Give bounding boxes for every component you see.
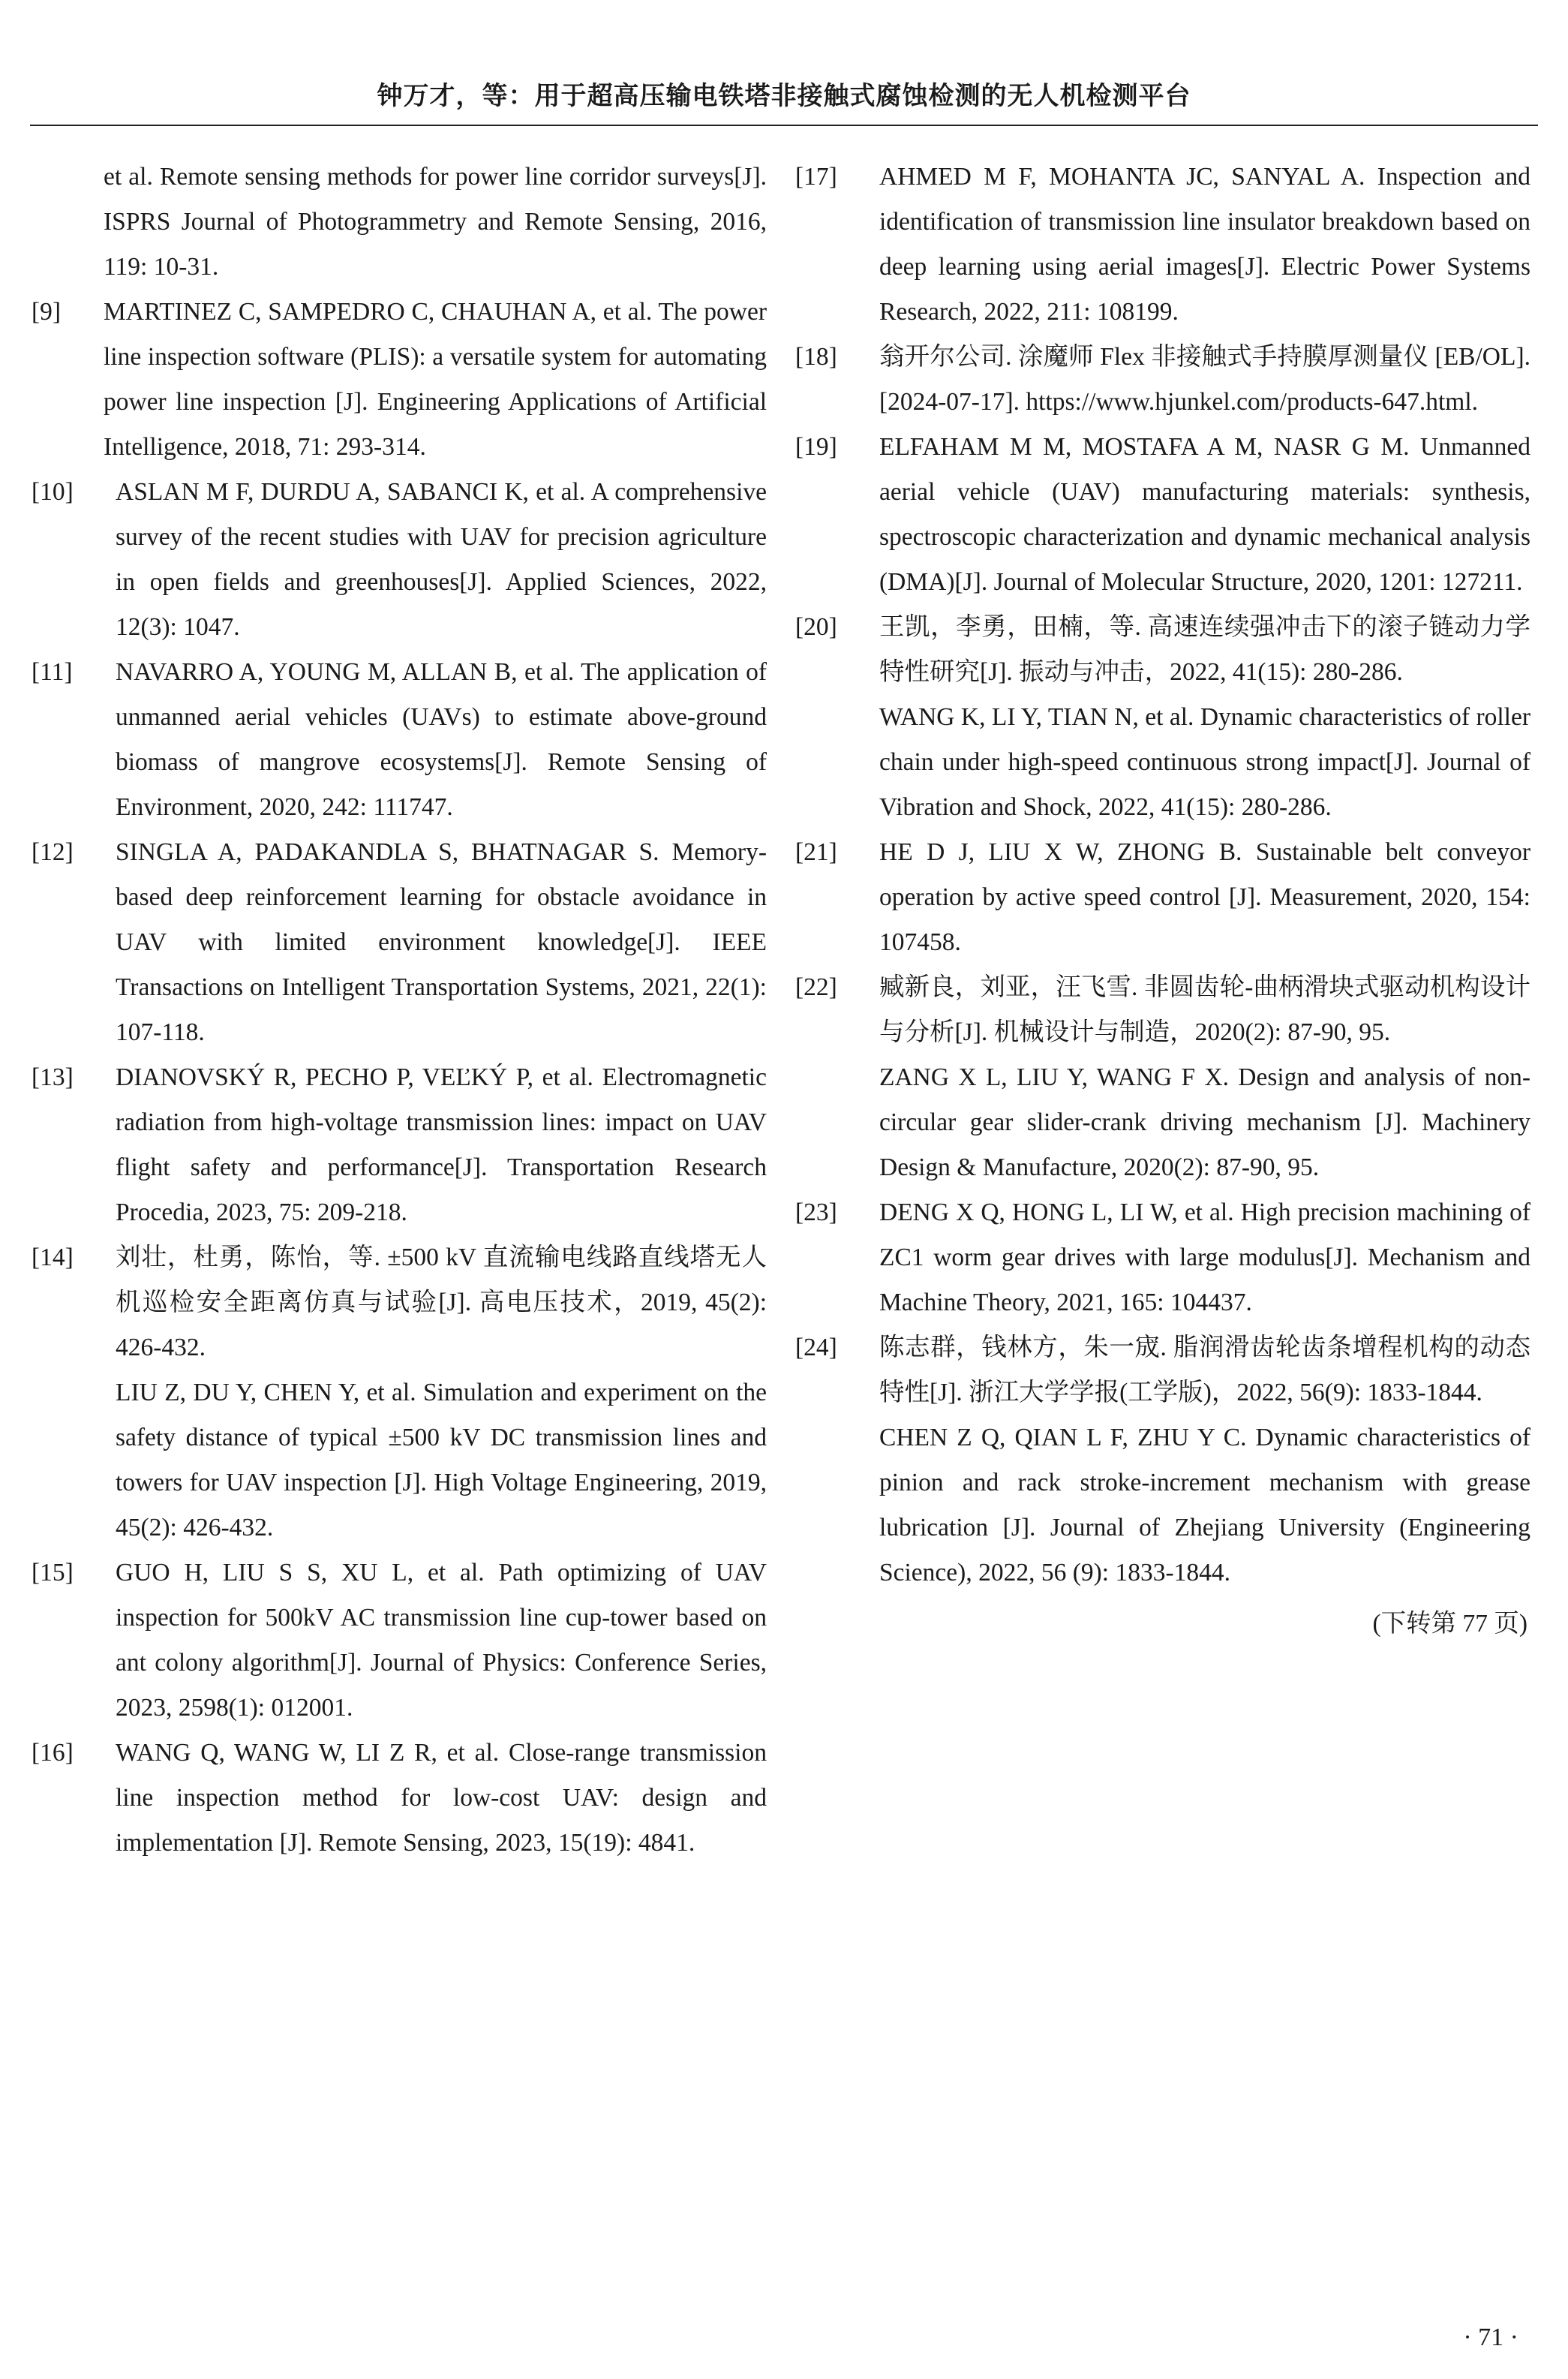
reference-9: [32, 290, 767, 470]
reference-text: AHMED M F, MOHANTA JC, SANYAL A. Inspection and identification of transmission line insulator breakdown based on deep learning using aerial images[J]. Electric Power Systems Research, 2022, 211: 108199.: [879, 163, 1530, 326]
reference-number: [13]: [32, 1063, 74, 1091]
reference-text: 陈志群，钱林方，朱一宬. 脂润滑齿轮齿条增程机构的动态特性[J]. 浙江大学学报(工学版)，2022, 56(9): 1833-1844.: [879, 1334, 1530, 1406]
reference-number: [22]: [795, 973, 837, 1001]
reference-number: [20]: [795, 613, 837, 641]
reference-number: [21]: [795, 838, 837, 866]
reference-text: MARTINEZ C, SAMPEDRO C, CHAUHAN A, et al. The power line inspection software (PLIS): a versatile system for automating power line inspection [J]. Engineering Applications of Artificial Intelligence, 2018, 71: 293-314.: [104, 298, 767, 461]
reference-text: NAVARRO A, YOUNG M, ALLAN B, et al. The application of unmanned aerial vehicles (UAVs) to estimate above-ground biomass of mangrove ecosystems[J]. Remote Sensing of Environment, 2020, 242: 111747.: [116, 658, 767, 821]
reference-13: [32, 1055, 767, 1235]
reference-14: [32, 1235, 767, 1550]
reference-16: [32, 1731, 767, 1866]
reference-21: [795, 830, 1530, 965]
reference-23: [795, 1190, 1530, 1325]
reference-number: [14]: [32, 1244, 74, 1271]
right-column: [795, 155, 1530, 1647]
reference-20: [795, 605, 1530, 830]
reference-text: 王凯，李勇，田楠，等. 高速连续强冲击下的滚子链动力学特性研究[J]. 振动与冲击，2022, 41(15): 280-286.: [879, 613, 1530, 686]
reference-text: 臧新良，刘亚，汪飞雪. 非圆齿轮-曲柄滑块式驱动机构设计与分析[J]. 机械设计与制造，2020(2): 87-90, 95.: [879, 973, 1530, 1046]
left-column: [32, 155, 767, 1866]
reference-text: HE D J, LIU X W, ZHONG B. Sustainable belt conveyor operation by active speed control [J]. Measurement, 2020, 154: 107458.: [879, 838, 1530, 956]
reference-10: [32, 470, 767, 650]
reference-number: [18]: [795, 343, 837, 371]
reference-number: [19]: [795, 433, 837, 461]
reference-text: WANG Q, WANG W, LI Z R, et al. Close-range transmission line inspection method for low-cost UAV: design and implementation [J]. Remote Sensing, 2023, 15(19): 4841.: [116, 1739, 767, 1857]
reference-number: [12]: [32, 838, 74, 866]
reference-22: [795, 965, 1530, 1190]
reference-translation: WANG K, LI Y, TIAN N, et al. Dynamic characteristics of roller chain under high-speed continuous strong impact[J]. Journal of Vibration and Shock, 2022, 41(15): 280-286.: [879, 703, 1530, 821]
reference-19: [795, 425, 1530, 605]
reference-text: DIANOVSKÝ R, PECHO P, VEĽKÝ P, et al. Electromagnetic radiation from high-voltage transmission lines: impact on UAV flight safety and performance[J]. Transportation Research Procedia, 2023, 75: 209-218.: [116, 1063, 767, 1226]
reference-number: [23]: [795, 1199, 837, 1226]
reference-number: [9]: [32, 298, 62, 326]
reference-18: [795, 335, 1530, 425]
reference-number: [15]: [32, 1559, 74, 1587]
reference-translation: ZANG X L, LIU Y, WANG F X. Design and analysis of non-circular gear slider-crank driving mechanism [J]. Machinery Design & Manufacture, 2020(2): 87-90, 95.: [879, 1063, 1530, 1181]
reference-text: 翁开尔公司. 涂魔师 Flex 非接触式手持膜厚测量仪 [EB/OL]. [2024-07-17]. https://www.hjunkel.com/products-647.html.: [879, 343, 1530, 416]
continued-reference: et al. Remote sensing methods for power line corridor surveys[J]. ISPRS Journal of Photogrammetry and Remote Sensing, 2016, 119: 10-31.: [104, 163, 767, 281]
reference-12: [32, 830, 767, 1055]
reference-number: [24]: [795, 1334, 837, 1361]
reference-number: [11]: [32, 658, 73, 686]
reference-11: [32, 650, 767, 830]
reference-17: [795, 155, 1530, 335]
continued-on-page: (下转第 77 页): [1372, 1610, 1527, 1638]
reference-text: SINGLA A, PADAKANDLA S, BHATNAGAR S. Memory-based deep reinforcement learning for obstacle avoidance in UAV with limited environment knowledge[J]. IEEE Transactions on Intelligent Transportation Systems, 2021, 22(1): 107-118.: [116, 838, 767, 1046]
reference-text: ASLAN M F, DURDU A, SABANCI K, et al. A comprehensive survey of the recent studies with UAV for precision agriculture in open fields and greenhouses[J]. Applied Sciences, 2022, 12(3): 1047.: [116, 478, 767, 641]
reference-15: [32, 1550, 767, 1731]
reference-24: [795, 1325, 1530, 1596]
reference-number: [10]: [32, 478, 74, 506]
running-head: 钟万才，等：用于超高压输电铁塔非接触式腐蚀检测的无人机检测平台: [377, 81, 1191, 111]
reference-text: ELFAHAM M M, MOSTAFA A M, NASR G M. Unmanned aerial vehicle (UAV) manufacturing materials: synthesis, spectroscopic characterization and dynamic mechanical analysis (DMA)[J]. Journal of Molecular Structure, 2020, 1201: 127211.: [879, 433, 1530, 596]
reference-number: [17]: [795, 163, 837, 191]
reference-text: GUO H, LIU S S, XU L, et al. Path optimizing of UAV inspection for 500kV AC transmission line cup-tower based on ant colony algorithm[J]. Journal of Physics: Conference Series, 2023, 2598(1): 012001.: [116, 1559, 767, 1722]
page-number: · 71 ·: [1463, 2323, 1518, 2351]
reference-translation: CHEN Z Q, QIAN L F, ZHU Y C. Dynamic characteristics of pinion and rack stroke-increment mechanism with grease lubrication [J]. Journal of Zhejiang University (Engineering Science), 2022, 56 (9): 1833-1844.: [879, 1424, 1530, 1587]
reference-translation: LIU Z, DU Y, CHEN Y, et al. Simulation and experiment on the safety distance of typical ±500 kV DC transmission lines and towers for UAV inspection [J]. High Voltage Engineering, 2019, 45(2): 426-432.: [116, 1379, 767, 1541]
reference-text: DENG X Q, HONG L, LI W, et al. High precision machining of ZC1 worm gear drives with large modulus[J]. Mechanism and Machine Theory, 2021, 165: 104437.: [879, 1199, 1530, 1316]
header-rule: [30, 125, 1538, 126]
reference-number: [16]: [32, 1739, 74, 1767]
reference-text: 刘壮，杜勇，陈怡，等. ±500 kV 直流输电线路直线塔无人机巡检安全距离仿真与试验[J]. 高电压技术，2019, 45(2): 426-432.: [116, 1244, 767, 1361]
